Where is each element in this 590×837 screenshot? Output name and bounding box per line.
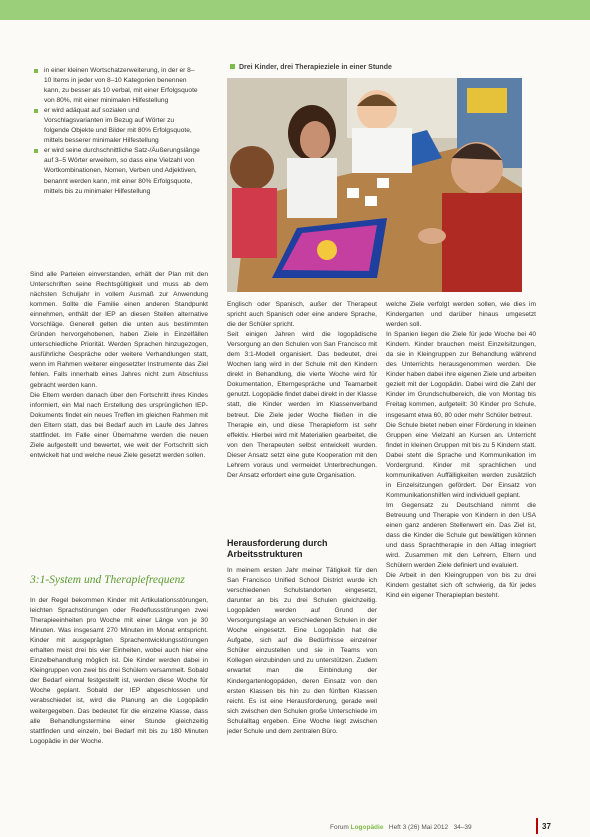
photo-caption: Drei Kinder, drei Therapieziele in einer Stunde [230, 64, 530, 71]
photo-children-board-game [227, 78, 522, 292]
page-number: 37 [542, 822, 551, 831]
paragraph: Sind alle Parteien einverstanden, erhält der Plan mit den Unterschriften seine Rechtsgültigkeit und muss ab dem nächsten Schuljahr in vollem Ausmaß zur Anwendung kommen. Sollte die Familie einen anderen Standpunkt einnehmen, enthält der IEP an diesen Stellen alternative Vorschläge. Generell gelten die unten aus bestimmten Gründen hervorgehobenen, haben Ziele in Einzelfällen unterschiedliche Priorität. Werden Sprachen hinzugezogen, ausführliche Gespräche oder weitere Verhandlungen statt, wenn im Rahmen weiterer eingesetzter Instrumente das Ziel fehlen. Falls innerhalb eines Jahres nicht zum Abschluss gebracht werden kann. [30, 271, 208, 389]
footer-prefix: Forum [330, 824, 349, 831]
column-1-text [30, 270, 208, 570]
paragraph: In Spanien liegen die Ziele für jede Woche bei 40 Kindern. Kinder brauchen meist Einzelsitzungen, da sie in Kleingruppen zur Behandlung während des Unterrichts herausgenommen werden. Die Kinder haben dabei ihre eigenen Ziele und arbeiten gezielt mit der Logopädin. Dabei wird die Zahl der Kinder im Grundschulbereich, die von Montag bis Freitag kommen, aufgeteilt: 30 Kinder pro Schule, insgesamt etwa 60, 80 oder mehr Schüler betreut. [386, 331, 536, 419]
paragraph: Im Gegensatz zu Deutschland nimmt die Betreuung und Therapie von Kindern in den USA einen ganz anderen Stellenwert ein. Das Ziel ist, dass die Kinder die Schule gut bewältigen können und dass Sprachtherapie in den Alltag integriert wird. Zusammen mit den Lehrern, Eltern und Schülern werden Ziele definiert und evaluiert. [386, 501, 536, 570]
page-footer [330, 824, 570, 831]
footer-brand: Logopädie [350, 824, 384, 831]
paragraph: In meinem ersten Jahr meiner Tätigkeit für den San Francisco Unified School District wurde ich verschiedenen Schulstandorten eingesetzt, darunter an bis zu drei Schulen gleichzeitig. Logopäden werden auf Grund der Versorgungslage an verschiedenen Schulen in der Woche eingesetzt. Eine Logopädin hat die Aufgabe, sich auf die Bedürfnisse einzelner Schüler einzustellen und sie in Teams von Kollegen einzubinden und zu unterstützen. Zudem erwartet man die Einbindung der Kindergartenlogopäden, deren Einsatz von den ersten Klassen bis hin zu den fünften Klassen reicht. Es ist eine Herausforderung, gerade weil sich zwischen den Schulen große Unterschiede im Schulalltag ergeben. Eine Woche liegt zwischen jeder Schule und dem zentralen Büro. [227, 567, 377, 735]
footer-issue: Heft 3 (26) Mai 2012 [388, 824, 449, 831]
footer-divider [536, 818, 538, 834]
column-3-text [386, 300, 536, 812]
section-heading-3-1-system: 3:1-System und Therapiefrequenz [30, 574, 185, 586]
caption-square-icon [230, 64, 235, 69]
goal-list [30, 66, 200, 197]
photo-illustration [227, 78, 522, 292]
paragraph: Seit einigen Jahren wird die logopädische Versorgung an den Schulen von San Francisco mit dem 3:1-Modell organisiert. Das bedeutet, drei Wochen lang wird in der Schule mit den Kindern direkt in Behandlung, die vierte Woche wird für Dokumentation, Elterngespräche und Teamarbeit genutzt. Logopädie findet dabei direkt in der Klasse statt, die Kinder werden im Klassenverband betreut. Die Ziele jeder Woche fließen in die Therapie ein, und diese Therapieform ist sehr effektiv. Hierbei wird mit Materialien gearbeitet, die von den Therapeuten selbst entwickelt wurden. Dieser Ansatz setzt eine gute Kooperation mit den Lehrern voraus und vermeidet Unterbrechungen. Der Ansatz erfordert eine gute Organisation. [227, 331, 377, 479]
list-item: in einer kleinen Wortschatzerweiterung, in der er 8–10 Items in jeder von 8–10 Kategorien benennen kann, zu besser als 10 verbal, mit einer Erfolgsquote von 80%, mit einer minimalen Hilfestellung [30, 66, 200, 106]
list-item: er wird adäquat auf sozialen und Vorschlagsvarianten im Bezug auf Wörter zu folgende Objekte und Bilder mit 80% Erfolgsquote, mittels besserer minimaler Hilfestellung [30, 106, 200, 146]
top-color-band [0, 0, 590, 20]
section-heading-arbeitsstrukturen: Herausforderung durch Arbeitsstrukturen [227, 538, 328, 559]
list-item: er wird seine durchschnittliche Satz-/Äußerungslänge auf 3–5 Wörter erweitern, so dass eine Vielzahl von Wortkombinationen, Nomen, Verben und Adjektiven, benannt werden kann, mit einer 80% Erfolgsquote, mittels bis zu minimaler Hilfestellung [30, 146, 200, 196]
bullet-square-icon [34, 149, 38, 153]
column-2-text-2 [227, 566, 377, 812]
paragraph: In der Regel bekommen Kinder mit Artikulationsstörungen, leichten Sprachstörungen oder Redeflussstörungen zwei Therapieeinheiten pro Woche mit einer Länge von je 30 Minuten. Was insgesamt 270 Minuten im Monat entspricht. Kinder mit ausgeprägten Sprachentwicklungsstörungen erhalten meist drei bis vier Einheiten, wobei auch hier eine Einzelbehandlung möglich ist. Die Kinder werden dabei in Kleingruppen von zwei bis drei Schülern versammelt. Sobald der Bedarf einmal festgestellt ist, werden diese Woche für Woche geplant. Sobald der IEP abgeschlossen und verabschiedet ist, wird die Planung an die Logopädin weitergegeben. Das bedeutet für die einzelne Klasse, dass alle Behandlungstermine einer Stunde gleichzeitig stattfinden und einzeln, bei Bedarf mit bis zu 180 Minuten Logopädie in der Woche. [30, 597, 208, 745]
bullet-square-icon [34, 69, 38, 73]
paragraph: Die Eltern werden danach über den Fortschritt ihres Kindes informiert, ein Mal nach Erstellung des ursprünglichen IEP-Dokuments findet ein neues Treffen im gleichen Rahmen mit den Eltern statt, das bei Bedarf auch im Laufe des Jahres stattfindet. Im Falle einer Übernahme werden die neuen Ziele aufgestellt und bewertet, wie weit der Fortschritt sich entwickelt hat und welche neue Ziele gesetzt werden sollen. [30, 391, 208, 459]
column-1-text-2 [30, 596, 208, 811]
paragraph: Englisch oder Spanisch, außer der Therapeut spricht auch Spanisch oder eine andere Sprache, die der Schüler spricht. [227, 301, 377, 329]
column-2-text [227, 300, 377, 532]
paragraph: welche Ziele verfolgt werden sollen, wie dies im Kindergarten und darüber hinaus umgesetzt werden soll. [386, 301, 536, 329]
bullet-square-icon [34, 109, 38, 113]
paragraph: Die Schule bietet neben einer Förderung in kleinen Gruppen eine Vielzahl an Kursen an. Unterricht findet in kleinen Gruppen mit bis zu 5 Kindern statt. Dabei steht die Sprache und Kommunikation im Vordergrund. Kinder mit sprachlichen und kommunikativen Auffälligkeiten werden zusätzlich in Einzelsitzungen gefördert. Der Einsatz von Kommunikationshilfen wird individuell geplant. [386, 421, 536, 499]
footer-pages: 34–39 [453, 824, 472, 831]
paragraph: Die Arbeit in den Kleingruppen von bis zu drei Kindern gestaltet sich oft schwierig, da für jedes Kind ein eigener Therapieplan besteht. [386, 572, 536, 600]
